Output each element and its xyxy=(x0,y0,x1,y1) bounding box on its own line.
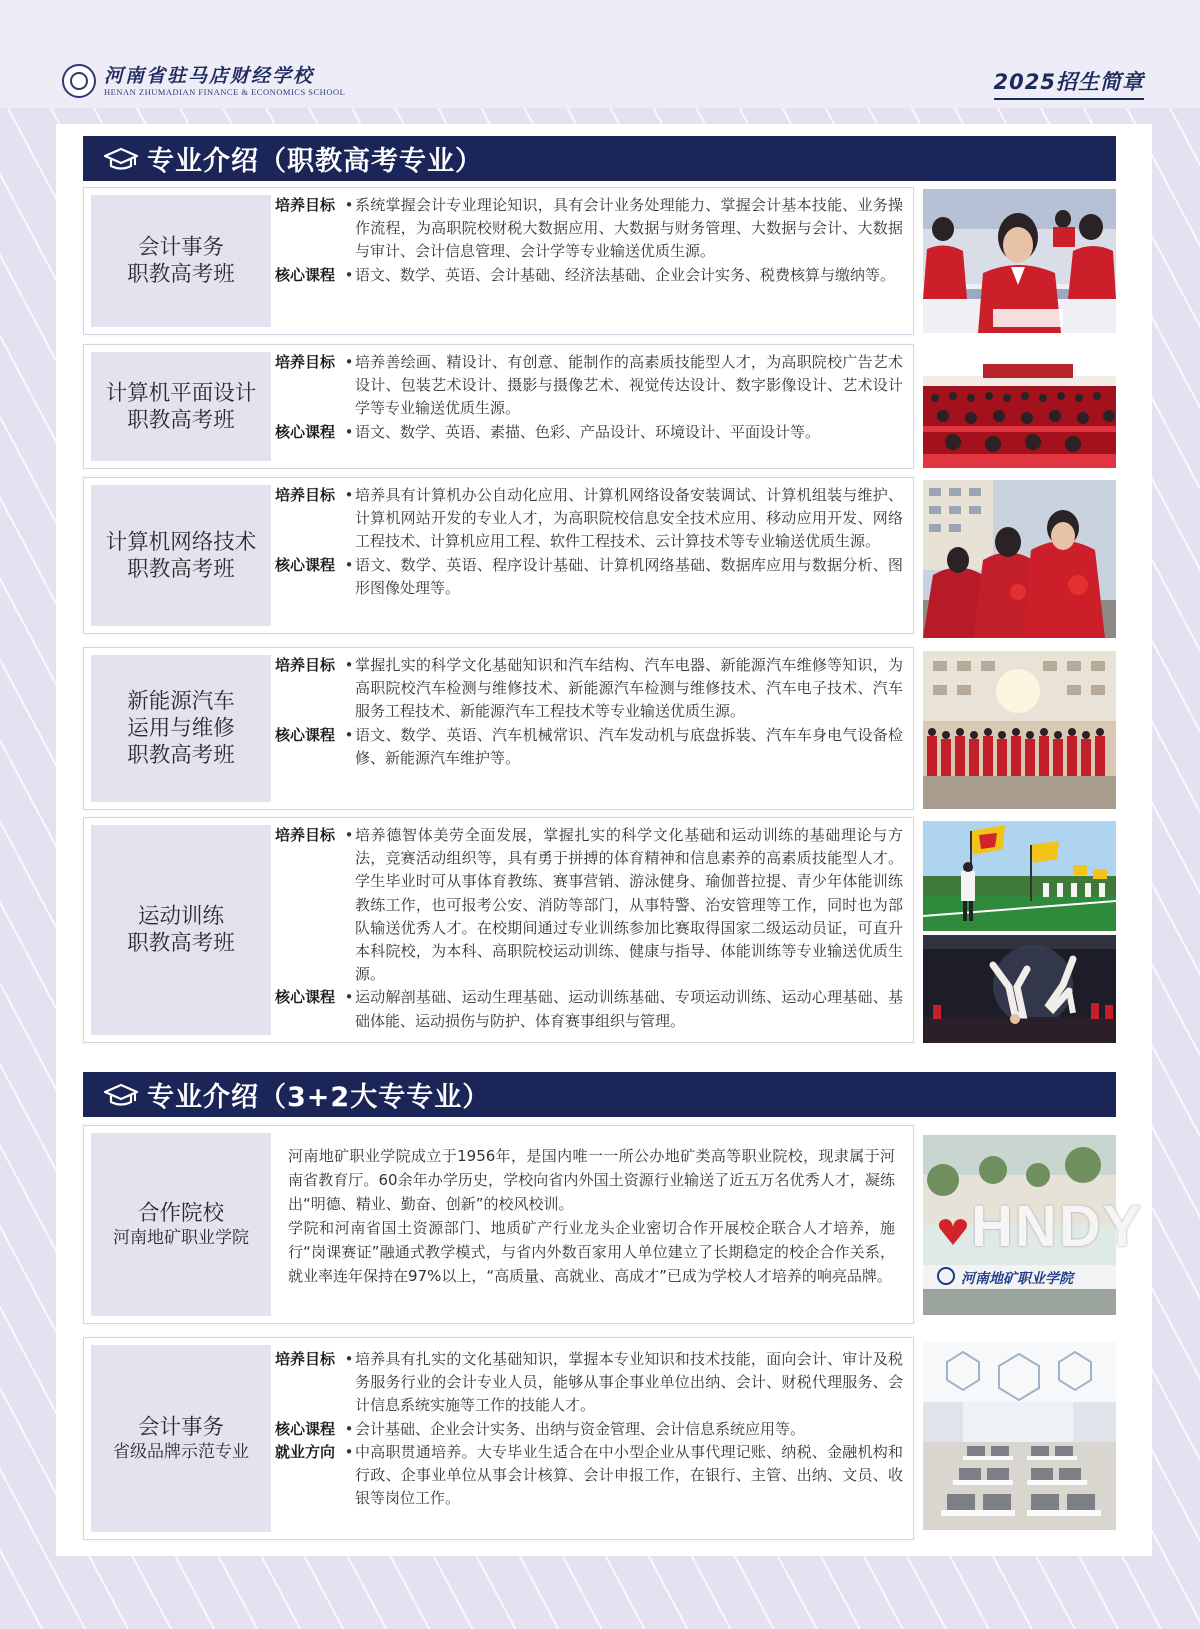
row-label: 就业方向 xyxy=(275,1442,336,1461)
course-row: 核心课程 • 会计基础、企业会计实务、出纳与资金管理、会计信息系统应用等。 xyxy=(275,1418,903,1441)
career-row: 就业方向 • 中高职贯通培养。大专毕业生适合在中小型企业从事代理记账、纳税、金融机构和行政、企事业单位从事会计核算、会计申报工作，在银行、主管、出纳、文员、收银等岗位工作。 xyxy=(275,1441,903,1511)
major-label xyxy=(91,825,271,1035)
partner-title: 合作院校 xyxy=(137,1200,224,1226)
row-label: 核心课程 xyxy=(275,422,336,441)
major-name: 会计事务 xyxy=(137,235,224,260)
row-label: 核心课程 xyxy=(275,725,336,744)
goal-row: 培养目标 • 培养具有计算机办公自动化应用、计算机网络设备安装调试、计算机组装与维护、计算机网站开发的专业人才，为高职院校信息安全技术应用、移动应用开发、网络工程技术、计算机应用工程、软件工程技术、云计算技术等专业输送优质生源。 xyxy=(275,484,903,554)
graduation-cap-icon xyxy=(103,146,139,172)
major-honor: 省级品牌示范专业 xyxy=(113,1441,249,1462)
row-text: 培养德智体美劳全面发展，掌握扎实的科学文化基础和运动训练的基础理论与方法，竞赛活动组织等，具有勇于拼搏的体育精神和信息素养的高素质技能型人才。学生毕业时可从事体育教练、赛事营销、游泳健身、瑜伽普拉提、青少年体能训练教练工作，也可报考公安、消防等部门，从事特警、治安管理等工作，同时也为部队输送优秀人才。在校期间通过专业训练参加比赛取得国家二级运动员证，可直升本科院校，为本科、高职院校运动训练、健康与指导、体能训练等专业输送优质生源。 xyxy=(355,826,903,984)
major-card-sports-training xyxy=(83,817,914,1043)
school-name-cn: 河南省驻马店财经学校 xyxy=(104,65,315,87)
college-letters: HNDY xyxy=(971,1194,1144,1259)
partner-name: 河南地矿职业学院 xyxy=(113,1227,249,1248)
college-logo-icon xyxy=(937,1267,955,1285)
major-label xyxy=(91,195,271,327)
major-label xyxy=(91,485,271,626)
row-label: 培养目标 xyxy=(275,1350,336,1368)
section-title: 专业介绍（职教高考专业） xyxy=(147,146,483,177)
major-label xyxy=(91,1345,271,1532)
school-seal-icon xyxy=(62,64,96,98)
course-row: 核心课程 • 语文、数学、英语、会计基础、经济法基础、企业会计实务、税费核算与缴纳等。 xyxy=(275,264,903,287)
dance-performance-photo xyxy=(923,935,1116,1043)
partner-paragraph: 河南地矿职业学院成立于1956年，是国内唯一一所公办地矿类高等职业院校，现隶属于河南省教育厅。60余年办学历史，学校向省内外国土资源行业输送了近五万名优秀人才，凝练出“明德、精业、勤奋、创新”的校风校训。 xyxy=(288,1147,895,1213)
row-label: 核心课程 xyxy=(275,265,336,284)
course-row: 核心课程 • 语文、数学、英语、素描、色彩、产品设计、环境设计、平面设计等。 xyxy=(275,421,903,444)
brochure-title: 2025招生简章 xyxy=(994,66,1144,100)
major-class: 职教高考班 xyxy=(127,407,235,433)
major-name: 计算机平面设计 xyxy=(105,380,257,406)
row-label: 培养目标 xyxy=(275,196,336,214)
row-label: 培养目标 xyxy=(275,826,336,844)
section-title: 专业介绍（3+2大专专业） xyxy=(147,1082,491,1113)
section-header-3plus2 xyxy=(83,1072,1116,1117)
major-card-new-energy-vehicle xyxy=(83,647,914,810)
course-row: 核心课程 • 语文、数学、英语、汽车机械常识、汽车发动机与底盘拆装、汽车车身电气设备检修、新能源汽车维护等。 xyxy=(275,724,903,770)
major-label xyxy=(91,352,271,461)
section-header-vocational xyxy=(83,136,1116,181)
major-card-graphic-design xyxy=(83,344,914,469)
graduation-cap-icon xyxy=(103,1082,139,1108)
assembly-photo xyxy=(923,651,1116,809)
course-row: 核心课程 • 语文、数学、英语、程序设计基础、计算机网络基础、数据库应用与数据分析、图形图像处理等。 xyxy=(275,554,903,600)
row-text: 语文、数学、英语、程序设计基础、计算机网络基础、数据库应用与数据分析、图形图像处理等。 xyxy=(355,555,903,597)
college-caption: 河南地矿职业学院 xyxy=(961,1271,1073,1287)
row-text: 培养善绘画、精设计、有创意、能制作的高素质技能型人才，为高职院校广告艺术设计、包装艺术设计、摄影与摄像艺术、视觉传达设计、数字影像设计、艺术设计学等专业输送优质生源。 xyxy=(355,353,903,418)
row-text: 语文、数学、英语、汽车机械常识、汽车发动机与底盘拆装、汽车车身电气设备检修、新能源汽车维护等。 xyxy=(355,725,903,767)
row-label: 培养目标 xyxy=(275,656,336,674)
goal-row: 培养目标 • 培养善绘画、精设计、有创意、能制作的高素质技能型人才，为高职院校广告艺术设计、包装艺术设计、摄影与摄像艺术、视觉传达设计、数字影像设计、艺术设计学等专业输送优质生源。 xyxy=(275,351,903,421)
goal-row: 培养目标 • 系统掌握会计专业理论知识，具有会计业务处理能力、掌握会计基本技能、业务操作流程，为高职院校财税大数据应用、大数据与财务管理、大数据与会计、大数据与审计、会计信息管理、会计学等专业输送优质生源。 xyxy=(275,194,903,264)
major-name: 会计事务 xyxy=(137,1414,224,1440)
partner-label xyxy=(91,1133,271,1316)
college-campus-photo xyxy=(923,1135,1144,1315)
row-text: 会计基础、企业会计实务、出纳与资金管理、会计信息系统应用等。 xyxy=(355,1419,806,1438)
row-text: 语文、数学、英语、会计基础、经济法基础、企业会计实务、税费核算与缴纳等。 xyxy=(355,265,896,284)
major-card-accounting xyxy=(83,187,914,335)
major-label xyxy=(91,655,271,802)
row-label: 核心课程 xyxy=(275,988,336,1007)
major-class: 职教高考班 xyxy=(127,262,235,287)
students-writing-photo xyxy=(923,189,1116,333)
row-text: 运动解剖基础、运动生理基础、运动训练基础、专项运动训练、运动心理基础、基础体能、运动损伤与防护、体育赛事组织与管理。 xyxy=(355,988,903,1030)
school-name-en: HENAN ZHUMADIAN FINANCE & ECONOMICS SCHOOL xyxy=(104,87,346,97)
goal-row: 培养目标 • 培养具有扎实的文化基础知识，掌握本专业知识和技术技能，面向会计、审计及税务服务行业的会计专业人员，能够从事企事业单位出纳、会计、财税代理服务、会计信息系统实施等工作的技能人才。 xyxy=(275,1348,903,1418)
major-card-accounting-3plus2 xyxy=(83,1337,914,1540)
row-text: 培养具有扎实的文化基础知识，掌握本专业知识和技术技能，面向会计、审计及税务服务行业的会计专业人员，能够从事企事业单位出纳、会计、财税代理服务、会计信息系统实施等工作的技能人才。 xyxy=(355,1350,903,1415)
partner-college-card xyxy=(83,1125,914,1324)
row-label: 核心课程 xyxy=(275,1419,336,1438)
major-class: 职教高考班 xyxy=(127,931,235,956)
major-class: 职教高考班 xyxy=(127,743,235,768)
computer-lab-photo xyxy=(923,1342,1116,1530)
partner-paragraph: 学院和河南省国土资源部门、地质矿产行业龙头企业密切合作开展校企联合人才培养，施行“岗课赛证”融通式教学模式，与省内外数百家用人单位建立了长期稳定的校企合作关系，就业率连年保持在97%以上，“高质量、高就业、高成才”已成为学校人才培养的响亮品牌。 xyxy=(288,1219,895,1285)
school-logo xyxy=(62,64,345,98)
major-name: 新能源汽车 xyxy=(127,689,235,714)
major-name-2: 运用与维修 xyxy=(127,716,235,741)
major-card-network xyxy=(83,477,914,634)
row-text: 培养具有计算机办公自动化应用、计算机网络设备安装调试、计算机组装与维护、计算机网站开发的专业人才，为高职院校信息安全技术应用、移动应用开发、网络工程技术、计算机应用工程、软件工程技术、云计算技术等专业输送优质生源。 xyxy=(355,486,903,551)
row-label: 核心课程 xyxy=(275,555,336,574)
row-text: 系统掌握会计专业理论知识，具有会计业务处理能力、掌握会计基本技能、业务操作流程，为高职院校财税大数据应用、大数据与财务管理、大数据与会计、大数据与审计、会计信息管理、会计学等专业输送优质生源。 xyxy=(355,196,903,261)
row-label: 培养目标 xyxy=(275,486,336,504)
row-label: 培养目标 xyxy=(275,353,336,371)
major-name: 计算机网络技术 xyxy=(105,529,257,555)
major-class: 职教高考班 xyxy=(127,556,235,582)
flag-parade-photo xyxy=(923,821,1116,931)
course-row: 核心课程 • 运动解剖基础、运动生理基础、运动训练基础、专项运动训练、运动心理基础、基础体能、运动损伤与防护、体育赛事组织与管理。 xyxy=(275,986,903,1032)
row-text: 掌握扎实的科学文化基础知识和汽车结构、汽车电器、新能源汽车维修等知识，为高职院校汽车检测与维修技术、新能源汽车检测与维修技术、汽车电子技术、汽车服务工程技术、新能源汽车工程技术等专业输送优质生源。 xyxy=(355,656,903,721)
goal-row: 培养目标 • 培养德智体美劳全面发展，掌握扎实的科学文化基础和运动训练的基础理论与方法，竞赛活动组织等，具有勇于拼搏的体育精神和信息素养的高素质技能型人才。学生毕业时可从事体育教练、赛事营销、游泳健身、瑜伽普拉提、青少年体能训练教练工作，也可报考公安、消防等部门，从事特警、治安管理等工作，同时也为部队输送优秀人才。在校期间通过专业训练参加比赛取得国家二级运动员证，可直升本科院校，为本科、高职院校运动训练、健康与指导、体能训练等专业输送优质生源。 xyxy=(275,824,903,986)
auditorium-photo xyxy=(923,346,1116,468)
row-text: 中高职贯通培养。大专毕业生适合在中小型企业从事代理记账、纳税、金融机构和行政、企事业单位从事会计核算、会计申报工作，在银行、主管、出纳、文员、收银等岗位工作。 xyxy=(355,1442,903,1508)
goal-row: 培养目标 • 掌握扎实的科学文化基础知识和汽车结构、汽车电器、新能源汽车维修等知识，为高职院校汽车检测与维修技术、新能源汽车检测与维修技术、汽车电子技术、汽车服务工程技术、新能源汽车工程技术等专业输送优质生源。 xyxy=(275,654,903,724)
row-text: 语文、数学、英语、素描、色彩、产品设计、环境设计、平面设计等。 xyxy=(355,422,821,441)
oath-ceremony-photo xyxy=(923,480,1116,638)
major-name: 运动训练 xyxy=(137,904,224,929)
